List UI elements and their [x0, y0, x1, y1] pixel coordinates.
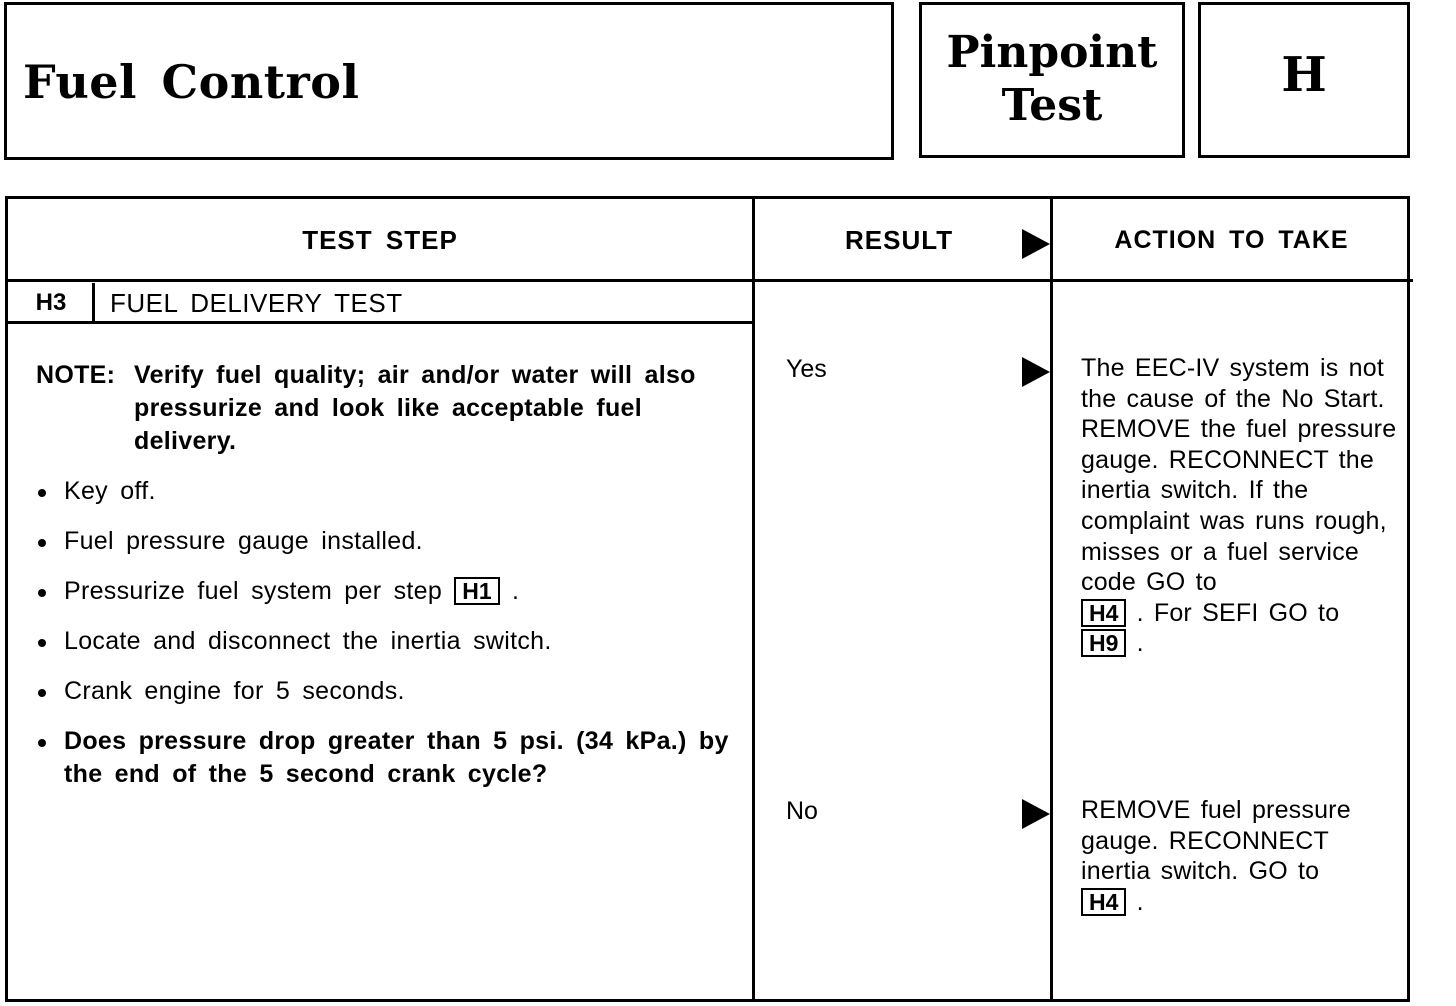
step-ref-h4[interactable]: H4 — [1081, 599, 1126, 627]
list-item: Crank engine for 5 seconds. — [36, 675, 736, 708]
action-no-text: REMOVE fuel pressure gauge. RECONNECT inertia switch. GO to — [1081, 796, 1351, 886]
step-title: FUEL DELIVERY TEST — [110, 287, 403, 318]
list-item: Key off. — [36, 475, 736, 508]
test-letter-box — [1198, 2, 1410, 158]
list-item: Does pressure drop greater than 5 psi. (34 kPa.) by the end of the 5 second crank cycle? — [36, 725, 736, 791]
column-divider — [1050, 199, 1053, 999]
page-title: Fuel Control — [23, 55, 360, 109]
bullet-icon — [38, 489, 46, 497]
bullet-icon — [38, 689, 46, 697]
test-letter: H — [1281, 47, 1327, 103]
list-item: Locate and disconnect the inertia switch. — [36, 625, 736, 658]
result-yes: Yes — [786, 355, 827, 383]
col-header-result: RESULT — [845, 225, 954, 255]
col-header-action: ACTION TO TAKE — [1114, 226, 1349, 254]
result-arrow-icon — [1022, 229, 1050, 259]
step-ref-h4[interactable]: H4 — [1081, 888, 1126, 916]
note-label: NOTE: — [36, 361, 116, 389]
pinpoint-label: Pinpoint — [946, 27, 1158, 79]
list-item: Pressurize fuel system per step H1 . — [36, 575, 736, 608]
pinpoint-table — [5, 196, 1410, 1002]
bullet-icon — [38, 739, 46, 747]
title-box — [4, 2, 894, 160]
note-text: Verify fuel quality; air and/or water will also pressurize and look like acceptable fuel delivery. — [134, 361, 696, 455]
action-yes-text: The EEC-IV system is not the cause of the No Start. REMOVE the fuel pressure gauge. RECONNECT the inertia switch. If the complaint was runs rough, misses or a fuel service code GO to — [1081, 354, 1397, 597]
step-bullets — [36, 475, 736, 808]
result-no: No — [786, 797, 818, 825]
test-label: Test — [1001, 80, 1103, 131]
bullet-icon — [38, 639, 46, 647]
col-header-test-step: TEST STEP — [302, 225, 458, 255]
result-arrow-icon — [1022, 357, 1050, 387]
action-no: REMOVE fuel pressure gauge. RECONNECT inertia switch. GO to H4 . — [1081, 796, 1351, 916]
step-ref-h9[interactable]: H9 — [1081, 629, 1126, 657]
column-divider — [752, 199, 755, 999]
bullet-icon — [38, 539, 46, 547]
pinpoint-test-box — [919, 2, 1185, 158]
step-ref-h1[interactable]: H1 — [454, 577, 499, 605]
list-item: Fuel pressure gauge installed. — [36, 525, 736, 558]
action-yes: The EEC-IV system is not the cause of the No Start. REMOVE the fuel pressure gauge. RECONNECT the inertia switch. If the complaint was runs rough, misses or a fuel service code GO to H4 . For SEFI GO to H9 . — [1081, 354, 1397, 658]
note — [36, 359, 716, 458]
step-id: H3 — [35, 289, 67, 316]
bullet-icon — [38, 589, 46, 597]
result-arrow-icon — [1022, 799, 1050, 829]
